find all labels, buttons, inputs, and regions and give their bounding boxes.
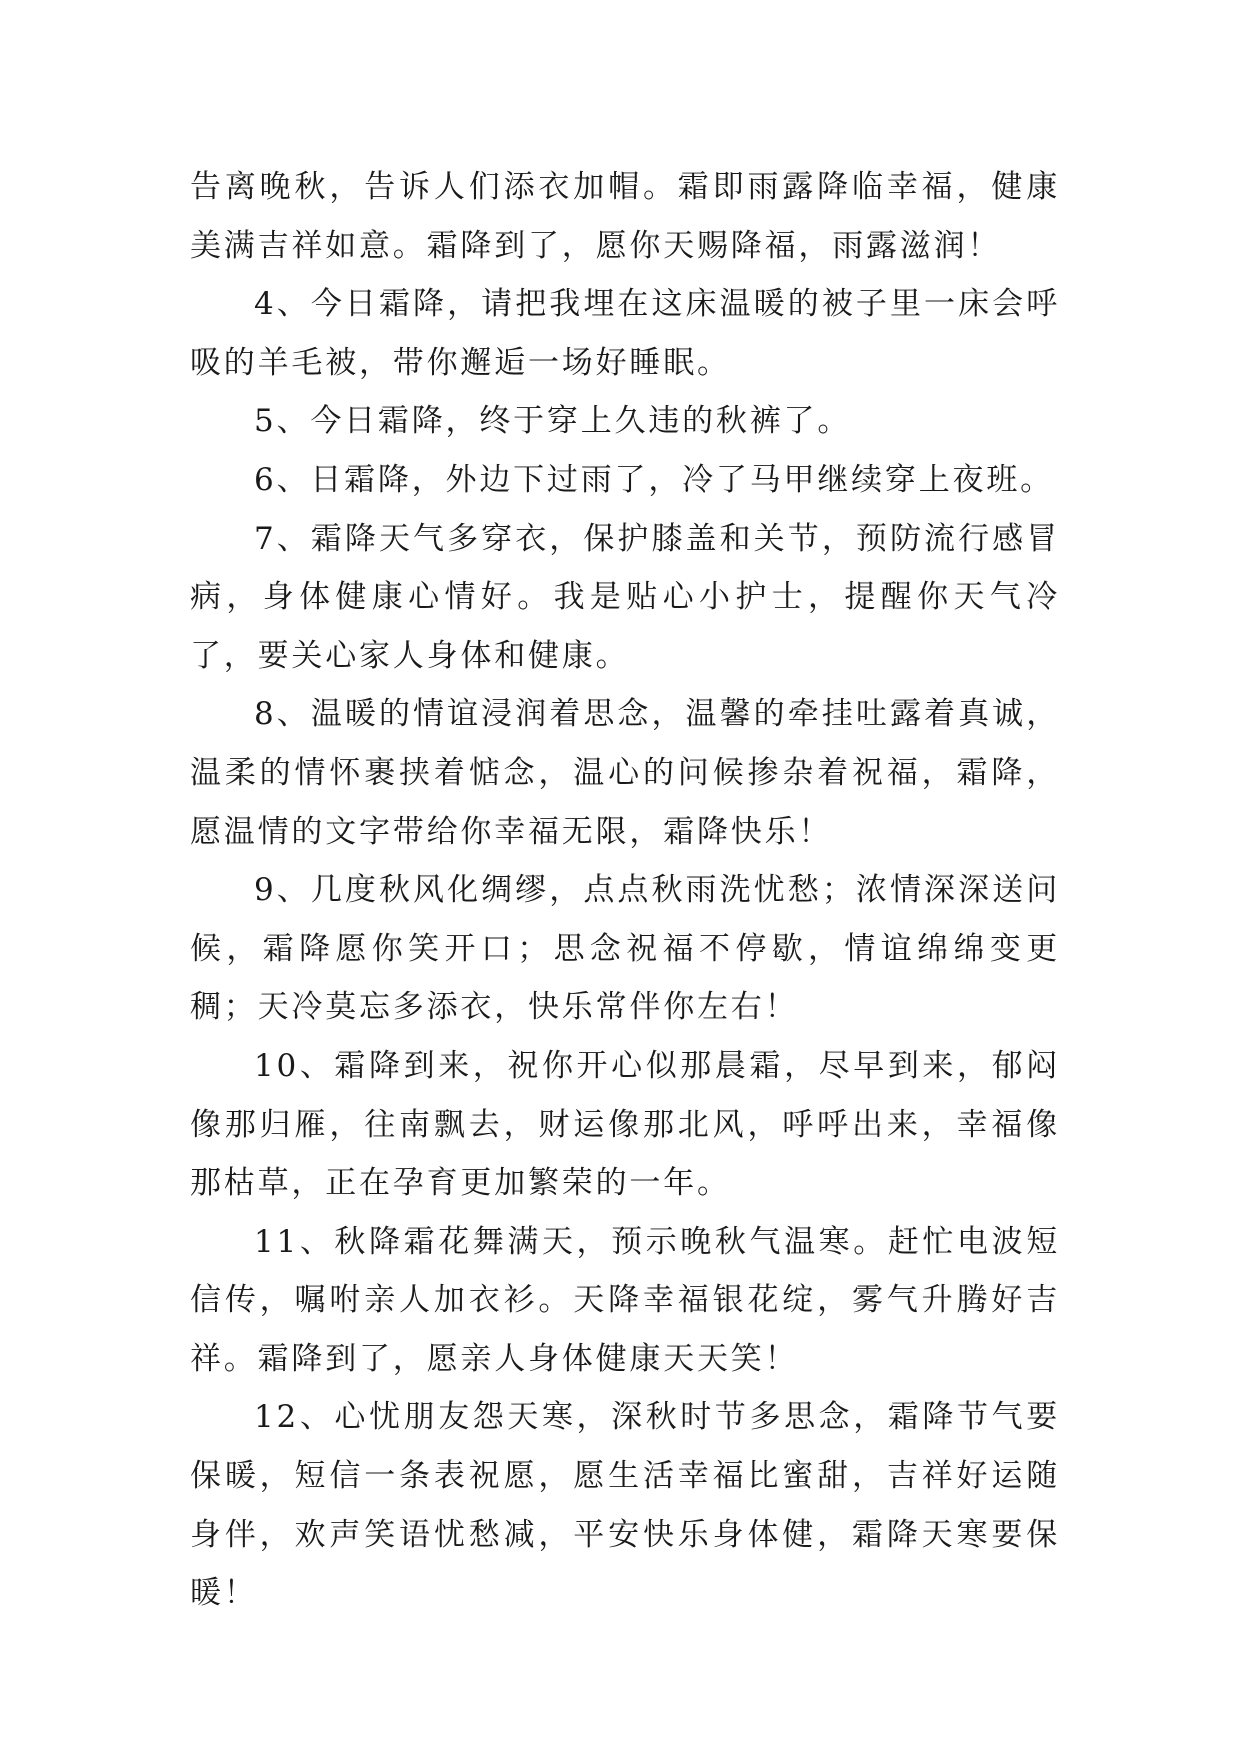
paragraph-item-5: 5、今日霜降，终于穿上久违的秋裤了。 bbox=[254, 403, 852, 440]
paragraph-item-7: 7、霜降天气多穿衣，保护膝盖和关节，预防流行感冒病，身体健康心情好。我是贴心小护士，提醒你天气冷了，要关心家人身体和健康。 bbox=[190, 520, 1060, 674]
paragraph-item-9: 9、几度秋风化绸缪，点点秋雨洗忧愁；浓情深深送问候，霜降愿你笑开口；思念祝福不停歇，情谊绵绵变更稠；天冷莫忘多添衣，快乐常伴你左右！ bbox=[190, 872, 1060, 1026]
paragraph-item-12: 12、心忧朋友怨天寒，深秋时节多思念，霜降节气要保暖，短信一条表祝愿，愿生活幸福比蜜甜，吉祥好运随身伴，欢声笑语忧愁减，平安快乐身体健，霜降天寒要保暖！ bbox=[190, 1399, 1060, 1612]
paragraph-item-4: 4、今日霜降，请把我埋在这床温暖的被子里一床会呼吸的羊毛被，带你邂逅一场好睡眠。 bbox=[190, 286, 1060, 381]
document-body bbox=[190, 158, 1060, 1623]
paragraph-item-6: 6、日霜降，外边下过雨了，冷了马甲继续穿上夜班。 bbox=[254, 461, 1054, 498]
paragraph-item-11: 11、秋降霜花舞满天，预示晚秋气温寒。赶忙电波短信传，嘱咐亲人加衣衫。天降幸福银花绽，雾气升腾好吉祥。霜降到了，愿亲人身体健康天天笑！ bbox=[190, 1223, 1060, 1377]
paragraph-item-10: 10、霜降到来，祝你开心似那晨霜，尽早到来，郁闷像那归雁，往南飘去，财运像那北风，呼呼出来，幸福像那枯草，正在孕育更加繁荣的一年。 bbox=[190, 1047, 1060, 1202]
paragraph-continuation: 告离晚秋，告诉人们添衣加帽。霜即雨露降临幸福，健康美满吉祥如意。霜降到了，愿你天赐降福，雨露滋润！ bbox=[190, 169, 1060, 264]
paragraph-item-8: 8、温暖的情谊浸润着思念，温馨的牵挂吐露着真诚，温柔的情怀裹挟着惦念，温心的问候掺杂着祝福，霜降，愿温情的文字带给你幸福无限，霜降快乐！ bbox=[190, 696, 1060, 850]
